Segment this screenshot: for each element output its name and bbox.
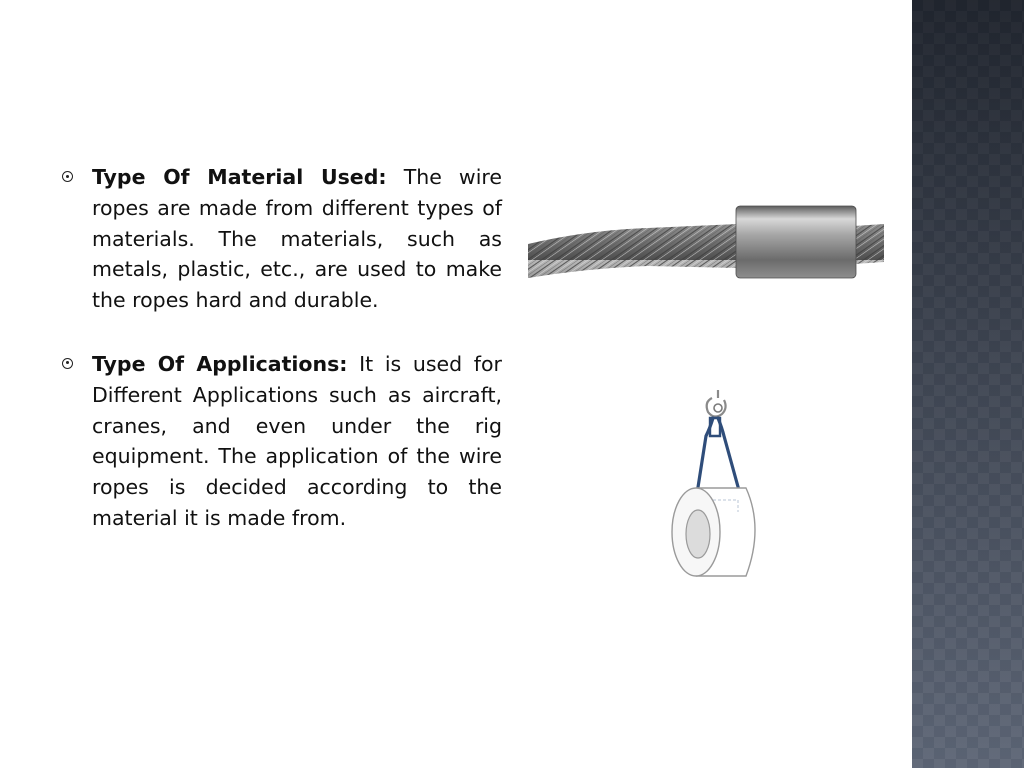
bullet-material <box>62 162 502 316</box>
bullet-text: The wire ropes are made from different types of materials. The materials, such as metals, plastic, etc., are used to make the ropes hard and durable. <box>92 165 502 313</box>
bullet-text: It is used for Different Applications such as aircraft, cranes, and even under the rig equipment. The application of the wire ropes is decided according to the material it is made from. <box>92 351 502 530</box>
bullet-applications <box>62 349 502 534</box>
wire-rope-image <box>528 200 886 285</box>
bullet-title: Type Of Applications: <box>92 351 348 376</box>
bullet-circle-icon <box>62 171 73 182</box>
bullet-circle-icon <box>62 358 73 369</box>
bullet-title: Type Of Material Used: <box>92 165 387 189</box>
wire-rope-sling-image <box>666 388 766 584</box>
decorative-side-panel <box>912 0 1024 768</box>
bullet-list <box>62 162 502 534</box>
